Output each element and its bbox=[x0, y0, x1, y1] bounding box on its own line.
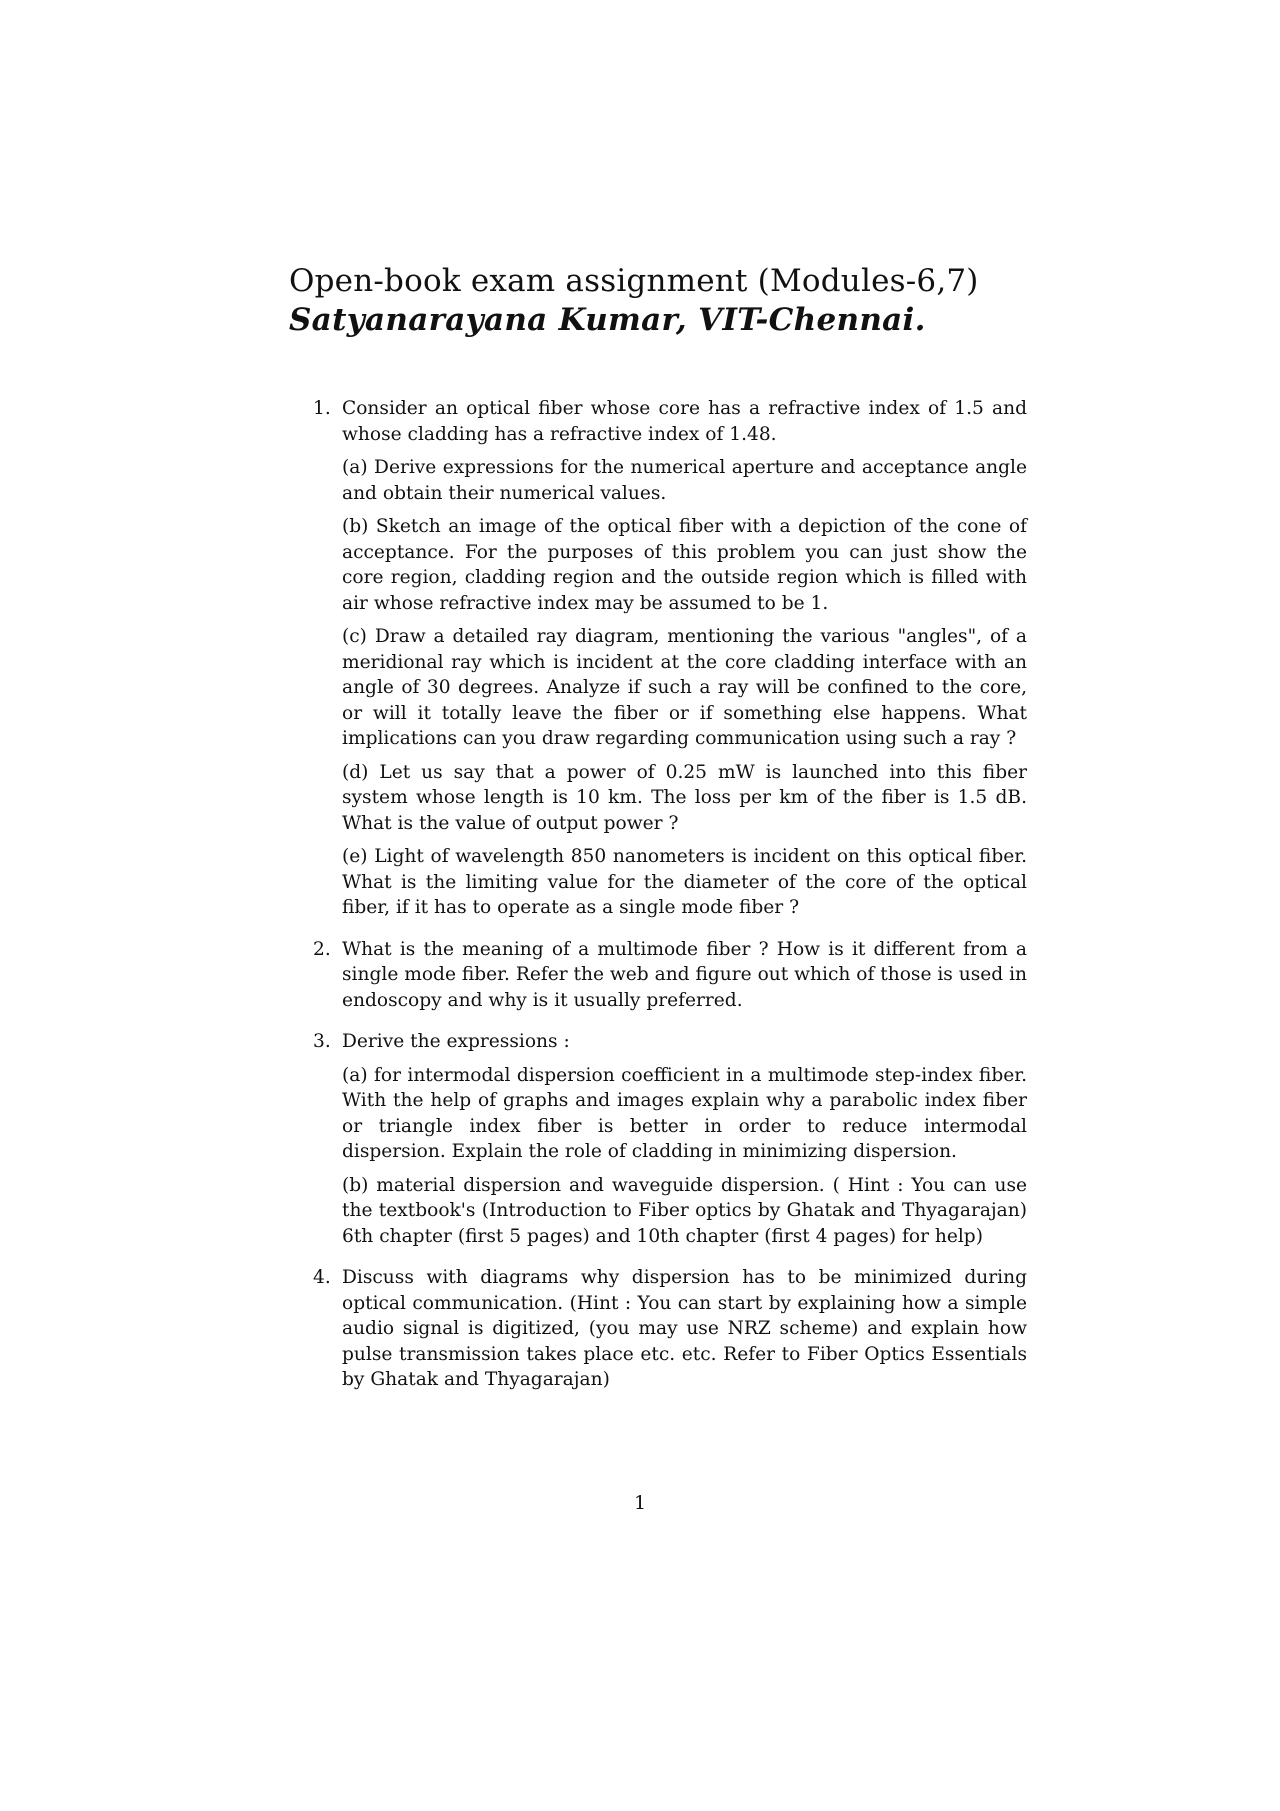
question-list bbox=[313, 396, 1027, 1409]
title-block bbox=[289, 262, 1049, 340]
question-number: 3. bbox=[313, 1031, 331, 1052]
document-author: Satyanarayana Kumar, VIT-Chennai. bbox=[289, 302, 926, 338]
question-part: (d) Let us say that a power of 0.25 mW is launched into this fiber system whose length is 10 km. The loss per km of the fiber is 1.5 dB. What is the value of output power ? bbox=[342, 761, 1027, 834]
question-body bbox=[342, 396, 1027, 921]
question-part: (b) material dispersion and waveguide dispersion. ( Hint : You can use the textbook's (Introduction to Fiber optics by Ghatak and Thyagarajan) 6th chapter (first 5 pages) and 10th chapter (first 4 pages) for help) bbox=[342, 1174, 1027, 1247]
question-part: (c) Draw a detailed ray diagram, mentioning the various "angles", of a meridional ray which is incident at the core cladding interface with an angle of 30 degrees. Analyze if such a ray will be confined to the core, or will it totally leave the fiber or if something else happens. What implications can you draw regarding communication using such a ray ? bbox=[342, 626, 1027, 749]
question-3 bbox=[313, 1029, 1027, 1249]
question-2 bbox=[313, 937, 1027, 1014]
question-text: Discuss with diagrams why dispersion has to be minimized during optical communication. (Hint : You can start by explaining how a simple audio signal is digitized, (you may use NRZ scheme) and explain how pulse transmission takes place etc. etc. Refer to Fiber Optics Essentials by Ghatak and Thyagarajan) bbox=[342, 1267, 1027, 1390]
question-part: (e) Light of wavelength 850 nanometers is incident on this optical fiber. What is the limiting value for the diameter of the core of the optical fiber, if it has to operate as a single mode fiber ? bbox=[342, 846, 1027, 918]
question-text: Derive the expressions : bbox=[342, 1031, 570, 1052]
question-number: 2. bbox=[313, 938, 331, 960]
question-text: What is the meaning of a multimode fiber ? How is it different from a single mode fiber. Refer the web and figure out which of those is used in endoscopy and why is it usually preferred. bbox=[342, 938, 1028, 1011]
question-part: (a) Derive expressions for the numerical aperture and acceptance angle and obtain their numerical values. bbox=[342, 457, 1027, 504]
document-title: Open-book exam assignment (Modules-6,7) bbox=[289, 263, 979, 299]
question-body bbox=[342, 937, 1027, 1014]
question-part: (b) Sketch an image of the optical fiber with a depiction of the cone of acceptance. For the purposes of this problem you can just show the core region, cladding region and the outside region which is filled with air whose refractive index may be assumed to be 1. bbox=[342, 516, 1027, 614]
question-part: (a) for intermodal dispersion coefficient in a multimode step-index fiber. With the help of graphs and images explain why a parabolic index fiber or triangle index fiber is better in order to reduce intermodal dispersion. Explain the role of cladding in minimizing dispersion. bbox=[342, 1064, 1027, 1162]
question-text: Consider an optical fiber whose core has a refractive index of 1.5 and whose cladding has a refractive index of 1.48. bbox=[342, 398, 1027, 445]
question-number: 4. bbox=[313, 1267, 331, 1288]
question-number: 1. bbox=[313, 398, 331, 419]
question-body bbox=[342, 1029, 1027, 1249]
question-4 bbox=[313, 1265, 1027, 1393]
page-number: 1 bbox=[633, 1492, 647, 1514]
question-body bbox=[342, 1265, 1027, 1393]
question-1 bbox=[313, 396, 1027, 921]
